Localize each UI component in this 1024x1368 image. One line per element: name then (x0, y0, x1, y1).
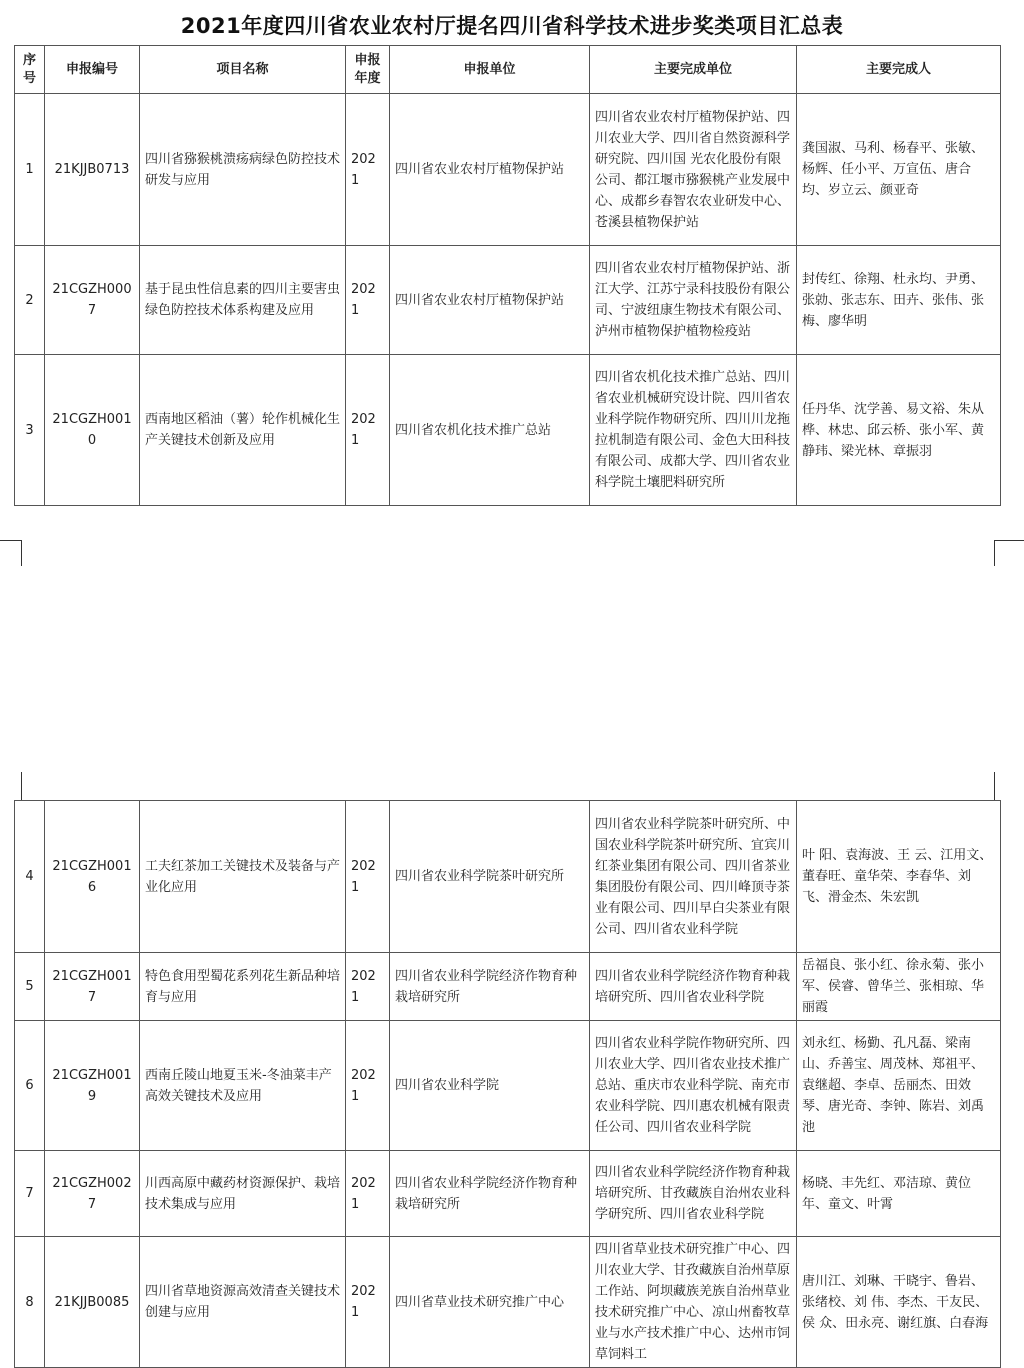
header-name: 项目名称 (140, 46, 346, 94)
row-unit: 四川省农机化技术推广总站 (390, 355, 590, 506)
row-partners: 四川省农业科学院经济作物育种栽培研究所、四川省农业科学院 (590, 953, 797, 1021)
header-no: 序号 (15, 46, 45, 94)
row-year: 2021 (346, 1021, 390, 1151)
header-year: 申报年度 (346, 46, 390, 94)
table-row (15, 1021, 1001, 1151)
row-code: 21CGZH0010 (45, 355, 140, 506)
row-people: 叶 阳、袁海波、王 云、江用文、董春旺、童华荣、李春华、刘 飞、滑金杰、朱宏凯 (797, 801, 1001, 953)
header-code: 申报编号 (45, 46, 140, 94)
table-row (15, 355, 1001, 506)
row-unit: 四川省农业科学院经济作物育种栽培研究所 (390, 1151, 590, 1237)
table-row (15, 1237, 1001, 1368)
header-partners: 主要完成单位 (590, 46, 797, 94)
row-name: 四川省草地资源高效清查关键技术创建与应用 (140, 1237, 346, 1368)
table-row (15, 953, 1001, 1021)
row-partners: 四川省农业农村厅植物保护站、浙江大学、江苏宁录科技股份有限公司、宁波纽康生物技术有限公司、泸州市植物保护植物检疫站 (590, 246, 797, 355)
page-title: 2021年度四川省农业农村厅提名四川省科学技术进步奖类项目汇总表 (180, 14, 844, 38)
row-no: 8 (15, 1237, 45, 1368)
header-unit: 申报单位 (390, 46, 590, 94)
row-code: 21CGZH0017 (45, 953, 140, 1021)
header-people: 主要完成人 (797, 46, 1001, 94)
row-name: 川西高原中藏药材资源保护、栽培技术集成与应用 (140, 1151, 346, 1237)
row-year: 2021 (346, 94, 390, 246)
row-code: 21CGZH0016 (45, 801, 140, 953)
row-name: 四川省猕猴桃溃疡病绿色防控技术研发与应用 (140, 94, 346, 246)
row-people: 刘永红、杨勤、孔凡磊、梁南山、乔善宝、周茂林、郑祖平、袁继超、李卓、岳丽杰、田效琴、唐光奇、李钟、陈岩、刘禹池 (797, 1021, 1001, 1151)
crop-mark (994, 772, 995, 800)
row-unit: 四川省农业农村厅植物保护站 (390, 94, 590, 246)
row-partners: 四川省农业科学院茶叶研究所、中国农业科学院茶叶研究所、宜宾川红茶业集团有限公司、四川省茶业集团股份有限公司、四川峰顶寺茶业有限公司、四川早白尖茶业有限公司、四川省农业科学院 (590, 801, 797, 953)
row-year: 2021 (346, 355, 390, 506)
row-people: 杨晓、丰先红、邓洁琼、黄位年、童文、叶霄 (797, 1151, 1001, 1237)
row-code: 21CGZH0007 (45, 246, 140, 355)
table-row (15, 801, 1001, 953)
row-unit: 四川省草业技术研究推广中心 (390, 1237, 590, 1368)
row-unit: 四川省农业科学院茶叶研究所 (390, 801, 590, 953)
row-year: 2021 (346, 953, 390, 1021)
row-partners: 四川省草业技术研究推广中心、四川农业大学、甘孜藏族自治州草原工作站、阿坝藏族羌族自治州草业技术研究推广中心、凉山州畜牧草业与水产技术推广中心、达州市饲草饲料工 (590, 1237, 797, 1368)
row-people: 龚国淑、马利、杨春平、张敏、杨辉、任小平、万宣伍、唐合均、岁立云、颜亚奇 (797, 94, 1001, 246)
row-no: 2 (15, 246, 45, 355)
table-row (15, 1151, 1001, 1237)
row-year: 2021 (346, 246, 390, 355)
table-row (15, 246, 1001, 355)
row-name: 西南丘陵山地夏玉米-冬油菜丰产高效关键技术及应用 (140, 1021, 346, 1151)
row-no: 1 (15, 94, 45, 246)
row-year: 2021 (346, 1151, 390, 1237)
row-year: 2021 (346, 1237, 390, 1368)
row-name: 西南地区稻油（薯）轮作机械化生产关键技术创新及应用 (140, 355, 346, 506)
row-unit: 四川省农业农村厅植物保护站 (390, 246, 590, 355)
row-people: 任丹华、沈学善、易文裕、朱从桦、林忠、邱云桥、张小军、黄静玮、梁光林、章振羽 (797, 355, 1001, 506)
row-code: 21CGZH0027 (45, 1151, 140, 1237)
row-people: 岳福良、张小红、徐永菊、张小军、侯睿、曾华兰、张相琼、华丽霞 (797, 953, 1001, 1021)
row-unit: 四川省农业科学院 (390, 1021, 590, 1151)
row-name: 工夫红茶加工关键技术及装备与产业化应用 (140, 801, 346, 953)
summary-table-part-1 (14, 45, 1001, 506)
row-unit: 四川省农业科学院经济作物育种栽培研究所 (390, 953, 590, 1021)
row-code: 21KJJB0085 (45, 1237, 140, 1368)
row-partners: 四川省农业农村厅植物保护站、四川农业大学、四川省自然资源科学研究院、四川国 光农化股份有限公司、都江堰市猕猴桃产业发展中心、成都乡春智农农业研发中心、 苍溪县植物保护站 (590, 94, 797, 246)
row-people: 封传红、徐翔、杜永均、尹勇、张勍、张志东、田卉、张伟、张梅、廖华明 (797, 246, 1001, 355)
row-code: 21CGZH0019 (45, 1021, 140, 1151)
row-no: 3 (15, 355, 45, 506)
row-no: 7 (15, 1151, 45, 1237)
row-name: 基于昆虫性信息素的四川主要害虫绿色防控技术体系构建及应用 (140, 246, 346, 355)
row-people: 唐川江、刘琳、干晓宇、鲁岩、张绪校、刘 伟、李杰、干友民、侯 众、田永亮、谢红旗、白春海 (797, 1237, 1001, 1368)
table-row (15, 94, 1001, 246)
row-name: 特色食用型蜀花系列花生新品种培育与应用 (140, 953, 346, 1021)
row-no: 5 (15, 953, 45, 1021)
row-no: 4 (15, 801, 45, 953)
crop-mark (21, 540, 22, 566)
row-code: 21KJJB0713 (45, 94, 140, 246)
crop-mark (994, 540, 1024, 541)
crop-mark (21, 772, 22, 800)
summary-table-part-2 (14, 800, 1001, 1368)
table-header-row (15, 46, 1001, 94)
row-partners: 四川省农业科学院作物研究所、四川农业大学、四川省农业技术推广总站、重庆市农业科学院、南充市农业科学院、四川惠农机械有限责任公司、四川省农业科学院 (590, 1021, 797, 1151)
crop-mark (0, 540, 22, 541)
row-partners: 四川省农机化技术推广总站、四川省农业机械研究设计院、四川省农业科学院作物研究所、四川川龙拖拉机制造有限公司、金色大田科技有限公司、成都大学、四川省农业科学院土壤肥料研究所 (590, 355, 797, 506)
crop-mark (994, 540, 995, 566)
row-year: 2021 (346, 801, 390, 953)
row-partners: 四川省农业科学院经济作物育种栽培研究所、甘孜藏族自治州农业科学研究所、四川省农业科学院 (590, 1151, 797, 1237)
row-no: 6 (15, 1021, 45, 1151)
